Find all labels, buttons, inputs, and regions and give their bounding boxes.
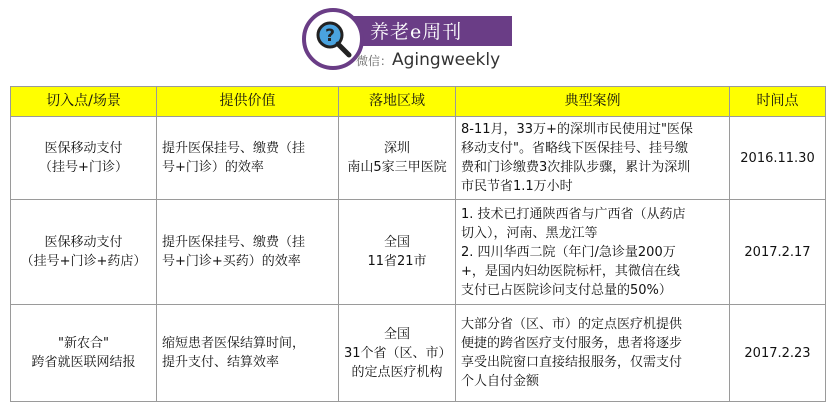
header-time: 时间点	[730, 87, 826, 117]
text-line: 11省21市	[367, 254, 427, 269]
cell-value	[157, 305, 339, 402]
text-line: +，是国内妇幼医院标杆，其微信在线	[461, 263, 680, 279]
cell-scene	[11, 117, 157, 200]
text-line: 8-11月，33万+的深圳市民使用过"医保	[461, 122, 693, 137]
text-line: 费和门诊缴费3次排队步骤，累计为深圳	[461, 160, 691, 175]
text-line: （挂号+门诊+药店）	[20, 254, 147, 269]
text-line: 提升医保挂号、缴费（挂	[162, 141, 306, 156]
wechat-label: 微信：	[356, 54, 393, 68]
cell-value	[157, 200, 339, 305]
text-line: 号+门诊）的效率	[162, 160, 264, 175]
table-header-row	[11, 87, 826, 117]
text-line: 南山5家三甲医院	[347, 160, 447, 175]
text-line: 全国	[383, 235, 410, 250]
table-row	[11, 200, 826, 305]
text-line: 支付已占医院诊问支付总量的50%）	[461, 282, 672, 298]
cell-region	[339, 117, 456, 200]
text-line: 个人自付金额	[461, 374, 540, 389]
header-value: 提供价值	[157, 87, 339, 117]
cell-value	[157, 117, 339, 200]
text-line: 移动支付"。省略线下医保挂号、挂号缴	[461, 141, 688, 156]
cell-time: 2016.11.30	[730, 117, 826, 200]
text-line: 切入），河南、黑龙江等	[461, 225, 598, 241]
text-line: 1. 技术已打通陕西省与广西省（从药店	[461, 206, 686, 222]
cell-region	[339, 200, 456, 305]
svg-text:?: ?	[325, 26, 335, 46]
cell-case	[456, 117, 730, 200]
text-line: 便捷的跨省医疗支付服务，患者将逐步	[461, 336, 683, 351]
question-magnifier-icon	[312, 18, 354, 60]
text-line: 提升支付、结算效率	[162, 355, 280, 370]
header-region: 落地区域	[339, 87, 456, 117]
weekly-logo	[302, 6, 512, 72]
table-row	[11, 117, 826, 200]
logo-subtitle	[356, 50, 500, 70]
table-row	[11, 305, 826, 402]
cell-scene	[11, 305, 157, 402]
cell-region	[339, 305, 456, 402]
text-line: 跨省就医联网结报	[31, 355, 136, 370]
cell-time: 2017.2.17	[730, 200, 826, 305]
text-line: （挂号+门诊）	[39, 160, 128, 175]
text-line: 大部分省（区、市）的定点医疗机提供	[461, 317, 683, 332]
text-line: 全国	[383, 326, 410, 342]
logo-title: 养老e周刊	[370, 21, 463, 43]
text-line: 号+门诊+买药）的效率	[162, 254, 301, 269]
text-line: 享受出院窗口直接结报服务，仅需支付	[461, 355, 683, 370]
text-line: 的定点医疗机构	[351, 364, 443, 380]
text-line: 深圳	[383, 141, 410, 156]
cell-case	[456, 305, 730, 402]
cell-case	[456, 200, 730, 305]
header-case: 典型案例	[456, 87, 730, 117]
text-line: 提升医保挂号、缴费（挂	[162, 235, 306, 250]
text-line: 市民节省1.1万小时	[461, 179, 573, 194]
wechat-id: Agingweekly	[392, 50, 501, 70]
text-line: 医保移动支付	[44, 141, 123, 156]
cell-time: 2017.2.23	[730, 305, 826, 402]
logo-emblem	[302, 8, 364, 70]
text-line: 31个省（区、市）	[344, 345, 452, 361]
text-line: "新农合"	[58, 336, 109, 351]
text-line: 缩短患者医保结算时间，	[162, 336, 306, 351]
case-table	[10, 86, 826, 402]
text-line: 2. 四川华西二院（年门/急诊量200万	[461, 244, 676, 260]
header-scene: 切入点/场景	[11, 87, 157, 117]
cell-scene	[11, 200, 157, 305]
text-line: 医保移动支付	[44, 235, 123, 250]
